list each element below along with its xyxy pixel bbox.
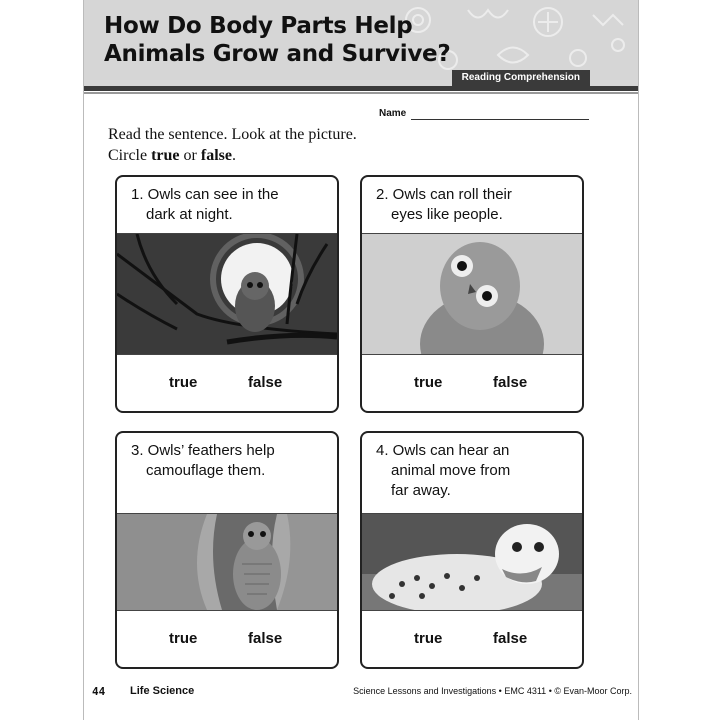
page-title: [104, 12, 484, 68]
answer-true[interactable]: true: [414, 374, 443, 391]
instructions-false: false: [200, 147, 232, 164]
answer-false[interactable]: false: [493, 630, 528, 647]
name-label: Name: [379, 108, 407, 119]
question-card-1: [115, 175, 339, 413]
question-card-2: [360, 175, 584, 413]
question-line: 4. Owls can hear an: [376, 442, 510, 459]
instructions: [108, 124, 508, 166]
subject-label: Life Science: [130, 685, 195, 697]
answer-true[interactable]: true: [414, 630, 443, 647]
section-tag: Reading Comprehension: [452, 70, 590, 86]
page-footer: [84, 682, 638, 702]
title-line-2: Animals Grow and Survive?: [104, 41, 451, 67]
header-rule: [84, 86, 638, 91]
snowy-owl-with-prey-photo: [362, 513, 582, 611]
owl-tilted-head-photo: [362, 233, 582, 355]
answer-choices: [117, 630, 337, 654]
question-line: 2. Owls can roll their: [376, 186, 512, 203]
question-line: dark at night.: [146, 206, 233, 223]
instructions-true: true: [151, 147, 180, 164]
question-line: camouflage them.: [146, 462, 266, 479]
question-text: [131, 441, 327, 481]
question-line: eyes like people.: [391, 206, 503, 223]
answer-true[interactable]: true: [169, 374, 198, 391]
header-rule-thin: [84, 92, 638, 94]
question-card-4: [360, 431, 584, 669]
credit-line: Science Lessons and Investigations • EMC 4311 • © Evan-Moor Corp.: [353, 686, 632, 696]
question-line: 3. Owls’ feathers help: [131, 442, 275, 459]
name-field[interactable]: [411, 119, 589, 120]
worksheet-page: [83, 0, 639, 720]
instructions-line-2: [108, 145, 508, 166]
question-text: [376, 441, 572, 501]
answer-choices: [117, 374, 337, 398]
owl-at-night-photo: [117, 233, 337, 355]
answer-false[interactable]: false: [248, 374, 283, 391]
question-card-3: [115, 431, 339, 669]
camouflaged-owl-photo: [117, 513, 337, 611]
question-text: [131, 185, 327, 225]
answer-true[interactable]: true: [169, 630, 198, 647]
answer-false[interactable]: false: [248, 630, 283, 647]
question-line: 1. Owls can see in the: [131, 186, 279, 203]
instructions-line-1: Read the sentence. Look at the picture.: [108, 126, 357, 143]
instructions-text: Circle: [108, 147, 152, 164]
answer-choices: [362, 630, 582, 654]
instructions-text: .: [231, 147, 236, 164]
page-number: 44: [92, 685, 106, 698]
question-line: far away.: [391, 482, 451, 499]
question-line: animal move from: [391, 462, 511, 479]
instructions-text: or: [179, 147, 201, 164]
answer-false[interactable]: false: [493, 374, 528, 391]
page-header: [84, 0, 638, 86]
question-text: [376, 185, 572, 225]
title-line-1: How Do Body Parts Help: [104, 13, 413, 39]
answer-choices: [362, 374, 582, 398]
